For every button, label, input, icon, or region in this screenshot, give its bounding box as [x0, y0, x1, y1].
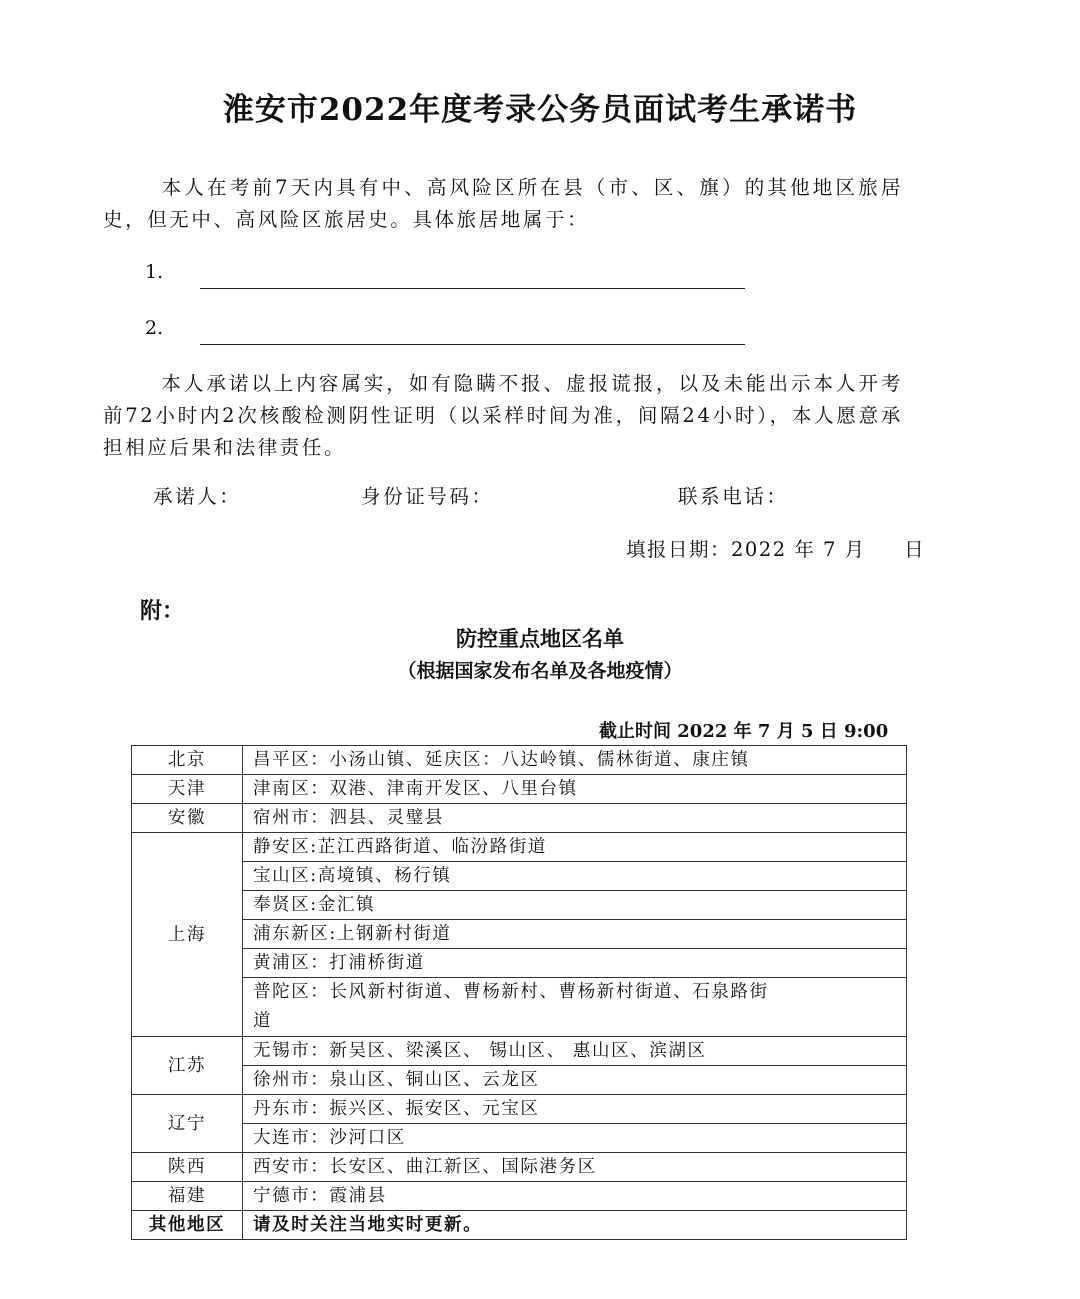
province-cell: 江苏 [132, 1037, 243, 1095]
province-cell: 福建 [132, 1182, 243, 1211]
id-number-label: 身份证号码： [361, 485, 494, 508]
province-cell: 安徽 [132, 804, 243, 833]
statement-text: 本人在考前7天内具有中、高风险区所在县（市、区、旗）的其他地区旅居史，但无中、高风险区旅居史。具体旅居地属于： [103, 176, 903, 231]
province-cell: 其他地区 [132, 1211, 243, 1240]
row-number: 2. [145, 317, 164, 339]
table-row [132, 862, 907, 891]
province-cell: 上海 [132, 833, 243, 1037]
table-row [132, 978, 907, 1037]
table-row [132, 1124, 907, 1153]
fill-date: 填报日期：2022 年 7 月 日 [626, 538, 926, 561]
list-subtitle: （根据国家发布名单及各地疫情） [397, 660, 683, 682]
areas-cell: 请及时关注当地实时更新。 [243, 1211, 907, 1240]
areas-cell: 黄浦区：打浦桥街道 [243, 949, 907, 978]
table-row [132, 746, 907, 775]
areas-cell: 宝山区:高境镇、杨行镇 [243, 862, 907, 891]
areas-cell: 普陀区：长风新村街道、曹杨新村、曹杨新村街道、石泉路街道 [243, 978, 907, 1037]
table-row [132, 1153, 907, 1182]
areas-cell: 无锡市：新吴区、梁溪区、 锡山区、 惠山区、滨湖区 [243, 1037, 907, 1066]
areas-cell: 丹东市：振兴区、振安区、元宝区 [243, 1095, 907, 1124]
commitment-text: 本人承诺以上内容属实，如有隐瞒不报、虚报谎报，以及未能出示本人开考前72小时内2次核酸检测阴性证明（以采样时间为准，间隔24小时），本人愿意承担相应后果和法律责任。 [103, 372, 903, 459]
table-row [132, 804, 907, 833]
province-cell: 天津 [132, 775, 243, 804]
promiser-label: 承诺人： [153, 485, 242, 508]
areas-cell: 宁德市：霞浦县 [243, 1182, 907, 1211]
province-cell: 北京 [132, 746, 243, 775]
areas-cell: 浦东新区:上钢新村街道 [243, 920, 907, 949]
key-areas-table [131, 745, 907, 1240]
areas-cell: 西安市：长安区、曲江新区、国际港务区 [243, 1153, 907, 1182]
row-number: 1. [145, 261, 164, 283]
areas-cell: 宿州市：泗县、灵璧县 [243, 804, 907, 833]
table-row [132, 775, 907, 804]
deadline: 截止时间 2022 年 7 月 5 日 9:00 [599, 721, 889, 742]
areas-cell: 大连市：沙河口区 [243, 1124, 907, 1153]
table-row [132, 1037, 907, 1066]
areas-cell: 静安区:芷江西路街道、临汾路街道 [243, 833, 907, 862]
phone-label: 联系电话： [678, 485, 789, 508]
areas-cell: 奉贤区:金汇镇 [243, 891, 907, 920]
province-cell: 陕西 [132, 1153, 243, 1182]
document-title: 淮安市2022年度考录公务员面试考生承诺书 [222, 92, 858, 128]
table-row [132, 833, 907, 862]
table-row [132, 949, 907, 978]
province-cell: 辽宁 [132, 1095, 243, 1153]
table-row [132, 1211, 907, 1240]
areas-cell: 津南区：双港、津南开发区、八里台镇 [243, 775, 907, 804]
travel-location-row-2 [145, 311, 745, 351]
attachment-label: 附： [140, 598, 185, 624]
travel-location-row-1 [145, 255, 745, 295]
table-row [132, 920, 907, 949]
fill-in-line[interactable] [200, 344, 745, 345]
table-row [132, 1095, 907, 1124]
commitment-paragraph [103, 368, 903, 464]
fill-in-line[interactable] [200, 288, 745, 289]
list-title: 防控重点地区名单 [456, 626, 624, 651]
statement-paragraph [103, 172, 903, 236]
table-row [132, 1066, 907, 1095]
areas-cell: 徐州市：泉山区、铜山区、云龙区 [243, 1066, 907, 1095]
table-row [132, 891, 907, 920]
areas-cell: 昌平区：小汤山镇、延庆区：八达岭镇、儒林街道、康庄镇 [243, 746, 907, 775]
table-row [132, 1182, 907, 1211]
